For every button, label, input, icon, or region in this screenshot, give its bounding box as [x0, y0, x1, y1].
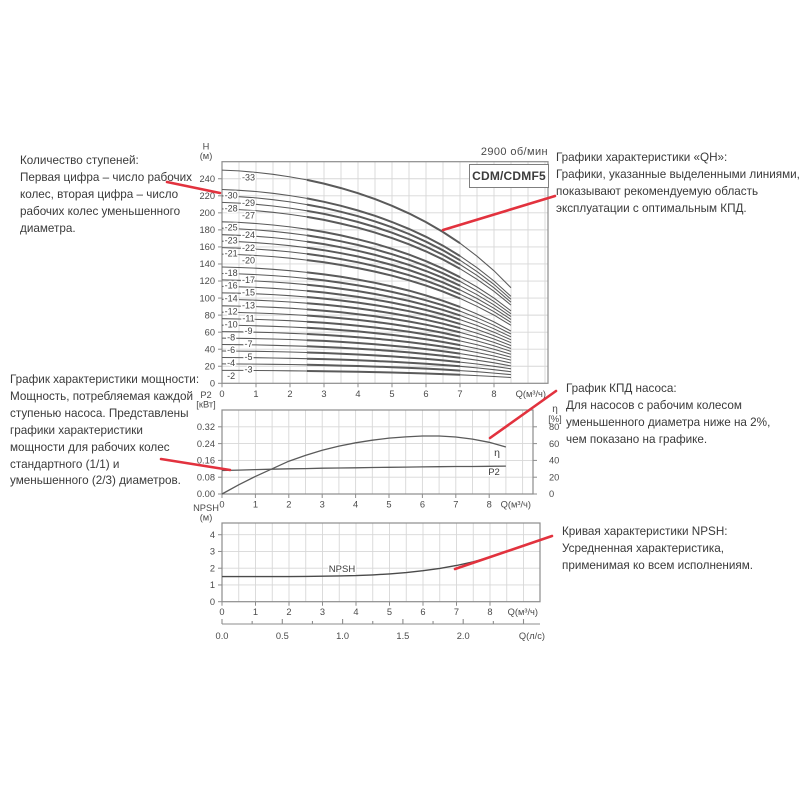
power-efficiency-x-tick-label: 4 [353, 499, 359, 510]
stage-label-22: -22 [242, 242, 256, 253]
note-npsh [562, 524, 753, 575]
note-line: Для насосов с рабочим колесом [566, 398, 742, 412]
svg-text:[кВт]: [кВт] [196, 399, 216, 410]
power-efficiency-ticks [222, 494, 489, 498]
npsh-x-tick-label: 6 [420, 607, 426, 618]
note-line: График КПД насоса: [566, 382, 677, 395]
stage-label-27: -27 [242, 210, 256, 221]
eta-tick-label: 60 [549, 438, 560, 449]
p2-curve-label: P2 [488, 467, 500, 478]
qh-y-tick-label: 40 [204, 344, 215, 355]
svg-text:H: H [202, 141, 210, 152]
stage-label-10: -10 [224, 319, 238, 330]
note-line: мощности для рабочих колес [10, 440, 170, 454]
qh-x-tick-label: 4 [355, 388, 361, 399]
note-efficiency [566, 381, 770, 449]
stage-label-15: -15 [242, 287, 256, 298]
npsh-x-axis-title: Q(м³/ч) [507, 607, 538, 618]
npsh-x-tick-label: 7 [453, 607, 460, 618]
qh-x-tick-label: 3 [321, 388, 327, 399]
eta-curve [222, 436, 506, 494]
note-line: Мощность, потребляемая каждой [10, 389, 193, 403]
qh-curve-2-recommended [307, 371, 460, 375]
qh-y-tick-label: 20 [204, 361, 215, 372]
stage-label-25: -25 [224, 222, 238, 233]
stage-label-29: -29 [242, 197, 256, 208]
lps-tick-label: 2.0 [456, 631, 470, 641]
qh-x-tick-label: 8 [491, 388, 497, 399]
qh-x-tick-label: 2 [287, 388, 293, 399]
power-efficiency-x-tick-label: 1 [252, 499, 258, 510]
power-efficiency-grid [222, 410, 533, 494]
npsh-curve-label: NPSH [328, 564, 356, 575]
stage-label-2: -2 [227, 370, 236, 381]
stage-label-30: -30 [224, 190, 238, 201]
npsh-x-tick-label: 3 [319, 607, 326, 618]
eta-tick-label: 20 [549, 472, 560, 483]
power-efficiency-chart [196, 390, 561, 510]
power-efficiency-plot-frame [222, 410, 533, 494]
stage-label-11: -11 [242, 313, 255, 324]
power-efficiency-y-tick-label: 0.00 [196, 489, 215, 500]
npsh-x-tick-label: 2 [286, 607, 292, 618]
power-efficiency-y-tick-label: 0.32 [196, 422, 215, 432]
model-badge [469, 164, 549, 188]
stage-label-6: -6 [227, 345, 236, 356]
npsh-y-tick-label: 1 [209, 580, 215, 591]
npsh-chart [193, 503, 545, 641]
power-y-axis-title [196, 390, 215, 410]
stage-label-21: -21 [224, 248, 238, 259]
eta-curve-label: η [494, 447, 500, 459]
qh-x-tick-label: 7 [457, 388, 463, 399]
note-line: эксплуатации с оптимальным КПД. [556, 201, 747, 215]
qh-x-axis-title: Q(м³/ч) [515, 388, 546, 399]
qh-y-tick-label: 220 [199, 190, 215, 201]
stage-label-3: -3 [244, 364, 253, 375]
note-line: Усредненная характеристика, [562, 541, 725, 555]
note-line: Первая цифра – число рабочих [20, 170, 192, 184]
power-efficiency-y-tick-label: 0.24 [196, 438, 215, 449]
note-line: Кривая характеристики NPSH: [562, 525, 728, 538]
npsh-ticks [222, 602, 490, 606]
lps-tick-label: 1.0 [336, 631, 350, 641]
svg-text:η: η [552, 404, 558, 415]
note-power-curve [10, 372, 199, 490]
qh-y-tick-label: 160 [199, 242, 215, 253]
qh-y-tick-label: 0 [209, 378, 215, 389]
p2-curve [222, 466, 506, 470]
qh-y-tick-label: 240 [199, 173, 215, 184]
qh-y-tick-label: 200 [199, 208, 215, 219]
power-efficiency-x-tick-label: 3 [319, 499, 325, 510]
stage-label-18: -18 [224, 267, 238, 278]
note-line: колес, вторая цифра – число [20, 187, 179, 201]
npsh-grid [222, 523, 540, 602]
note-line: стандартного (1/1) и [10, 457, 120, 471]
stage-label-4: -4 [227, 358, 236, 369]
pointer-line-npsh [455, 536, 552, 569]
npsh-x-tick-label: 4 [353, 607, 359, 618]
qh-x-tick-label: 0 [219, 388, 225, 399]
svg-text:NPSH: NPSH [193, 503, 219, 513]
power-efficiency-x-tick-label: 7 [453, 499, 459, 510]
lps-tick-label: 0.0 [215, 631, 229, 641]
qh-y-tick-label: 180 [199, 225, 215, 236]
note-line: уменьшенного (2/3) диаметров. [10, 474, 181, 488]
eta-tick-label: 0 [549, 489, 555, 500]
svg-text:(м): (м) [199, 512, 213, 523]
stage-label-24: -24 [242, 229, 256, 240]
lps-axis [222, 619, 540, 624]
svg-text:P2: P2 [200, 390, 212, 400]
eta-axis-title [548, 404, 561, 424]
rpm-label: 2900 об/мин [480, 146, 548, 158]
stage-label-9: -9 [244, 326, 253, 337]
qh-curves [222, 170, 511, 377]
note-line: Графики характеристики «QH»: [556, 151, 728, 164]
note-line: Количество ступеней: [20, 154, 139, 167]
qh-curve-16 [222, 280, 511, 337]
power-efficiency-x-axis-title: Q(м³/ч) [500, 499, 531, 510]
npsh-y-tick-label: 2 [209, 563, 215, 574]
npsh-x-tick-label: 5 [386, 607, 393, 618]
qh-y-tick-label: 140 [199, 259, 215, 270]
stage-label-20: -20 [242, 255, 256, 266]
stage-label-28: -28 [224, 203, 238, 214]
qh-y-tick-label: 120 [199, 276, 215, 287]
power-efficiency-x-tick-label: 8 [486, 499, 492, 510]
stage-label-7: -7 [244, 338, 253, 349]
note-line: рабочих колес уменьшенного [20, 204, 181, 218]
qh-y-tick-label: 60 [204, 327, 215, 338]
note-line: ступенью насоса. Представлены [10, 406, 189, 420]
npsh-curve [222, 552, 507, 577]
power-efficiency-x-tick-label: 5 [386, 499, 392, 510]
qh-y-tick-label: 100 [199, 293, 215, 304]
eta-tick-label: 40 [549, 455, 560, 466]
power-efficiency-x-tick-label: 2 [286, 499, 292, 510]
npsh-y-axis-title [193, 503, 219, 523]
stage-label-16: -16 [224, 280, 238, 291]
qh-y-tick-label: 80 [204, 310, 215, 321]
stage-label-23: -23 [224, 235, 238, 246]
power-efficiency-y-tick-label: 0.16 [196, 455, 215, 466]
note-qh-curves [556, 150, 800, 218]
note-line: применимая ко всем исполнениям. [562, 558, 753, 572]
note-line: Графики, указанные выделенными линиями, [556, 167, 800, 181]
note-line: диаметра. [20, 221, 76, 235]
stage-label-8: -8 [227, 332, 236, 343]
lps-tick-label: 0.5 [275, 631, 289, 641]
stage-label-17: -17 [242, 274, 256, 285]
stage-label-12: -12 [224, 306, 238, 317]
npsh-y-tick-label: 4 [209, 529, 215, 540]
power-efficiency-x-tick-label: 6 [419, 499, 425, 510]
note-line: уменьшенного диаметра ниже на 2%, [566, 415, 771, 429]
qh-x-tick-label: 1 [253, 388, 259, 399]
stage-label-33: -33 [242, 172, 256, 183]
svg-text:[%]: [%] [548, 414, 562, 424]
note-stage-count [20, 153, 192, 238]
qh-x-tick-label: 6 [423, 388, 429, 399]
npsh-x-tick-label: 1 [252, 607, 259, 618]
stage-label-13: -13 [242, 300, 256, 311]
qh-curve-3-recommended [307, 365, 460, 371]
npsh-y-tick-label: 3 [209, 546, 215, 557]
lps-tick-label: 1.5 [396, 631, 410, 641]
power-efficiency-x-tick-label: 0 [219, 499, 225, 510]
npsh-x-tick-label: 8 [487, 607, 493, 618]
lps-axis-title: Q(л/с) [518, 631, 545, 641]
stage-label-5: -5 [244, 351, 253, 362]
note-line: чем показано на графике. [566, 432, 708, 446]
eta-tick-label: 80 [549, 422, 560, 432]
note-line: показывают рекомендуемую область [556, 184, 759, 198]
note-line: графики характеристики [10, 423, 143, 437]
svg-text:(м): (м) [199, 151, 213, 162]
note-line: График характеристики мощности: [10, 373, 200, 386]
npsh-x-tick-label: 0 [219, 607, 225, 618]
npsh-y-tick-label: 0 [209, 596, 215, 607]
qh-y-axis-title [200, 142, 213, 162]
power-efficiency-y-tick-label: 0.08 [196, 472, 215, 483]
qh-x-tick-label: 5 [389, 388, 395, 399]
stage-label-14: -14 [224, 293, 238, 304]
model-label: CDM/CDMF5 [472, 169, 546, 183]
